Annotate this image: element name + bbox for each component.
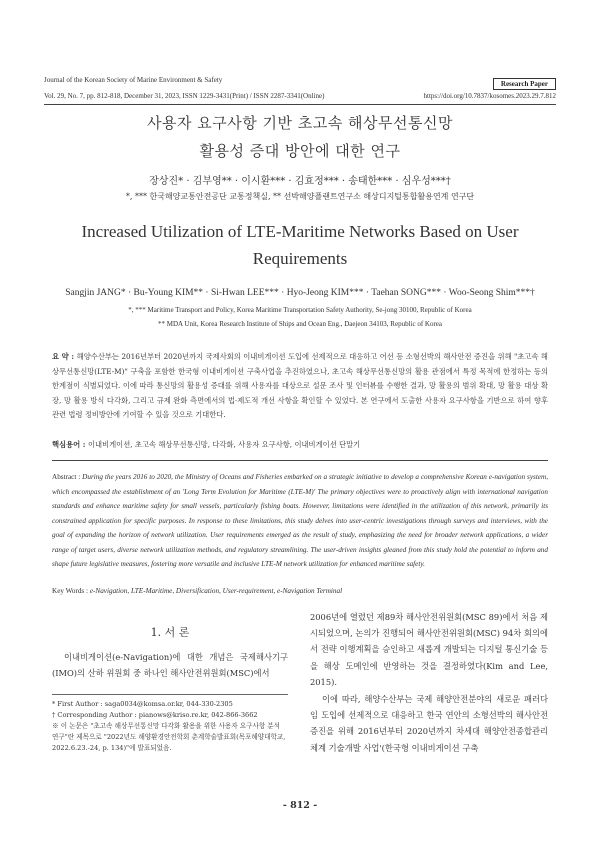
- korean-abstract: [52, 350, 548, 423]
- english-abstract: [52, 470, 548, 572]
- korean-title-line1: 사용자 요구사항 기반 초고속 해상무선통신망: [147, 114, 453, 132]
- english-title-line1: Increased Utilization of LTE-Maritime Networks Based on User: [81, 222, 519, 241]
- korean-keywords-text: 이내비게이션, 초고속 해상무선통신망, 다각화, 사용자 요구사항, 이내비게이션 단말기: [87, 440, 361, 449]
- english-affiliation-2: ** MDA Unit, Korea Research Institute of Ships and Ocean Eng., Daejeon 34103, Republic of Korea: [157, 320, 442, 328]
- abstract-divider: [52, 460, 548, 461]
- footnote-rule: [52, 694, 288, 695]
- intro-right-paragraph-2: 이에 따라, 해양수산부는 국제 해양안전분야의 새로운 패러다임 도입에 선제적으로 대응하고 한국 연안의 소형선박의 해사안전 증진을 위해 2016년부터 2020년까지 차세대 해양안전종합관리체계 기술개발 사업'(한국형 이내비게이션 구축: [310, 694, 548, 753]
- korean-title-line2: 활용성 증대 방안에 대한 연구: [199, 142, 401, 160]
- korean-keywords-label: 핵심용어 :: [52, 440, 88, 449]
- volume-info: Vol. 29, No. 7, pp. 812-818, December 31, 2023, ISSN 1229-3431(Print) / ISSN 2287-3341(Online): [44, 92, 325, 100]
- journal-name: Journal of the Korean Society of Marine Environment & Safety: [44, 76, 223, 84]
- article-type-badge: Research Paper: [493, 78, 556, 90]
- korean-affiliation: *, *** 한국해양교통안전공단 교통정책실, ** 선박해양플랜트연구소 해상디지털통합활용연계 연구단: [125, 192, 475, 201]
- english-title: [60, 218, 540, 272]
- english-keywords-label: Key Words :: [52, 587, 90, 595]
- intro-right-paragraph-1: 2006년에 열렸던 제89차 해사안전위원회(MSC 89)에서 처음 제시되었으며, 논의가 진행되어 해사안전위원회(MSC) 94차 회의에서 전략 이행계획을 승인하고 새롭게 개발되는 디지털 통신기술 등을 해상 도메인에 반영하는 것을 결정하였다(Kim and Lee, 2015).: [310, 612, 548, 687]
- page-number: - 812 -: [282, 800, 318, 811]
- english-abstract-label: Abstract :: [52, 473, 83, 481]
- korean-authors: 장상진* · 김부영** · 이시환*** · 김효정*** · 송태한*** · 심우성***†: [149, 176, 451, 187]
- footnote-first-author: * First Author : saga0034@komsa.or.kr, 044-330-2305: [52, 700, 233, 708]
- doi-link[interactable]: https://doi.org/10.7837/kosomes.2023.29.7.812: [423, 92, 556, 100]
- volume-line: [44, 92, 556, 100]
- english-keywords: [52, 587, 342, 595]
- english-keywords-text: e-Navigation, LTE-Maritime, Diversification, User-requirement, e-Navigation Terminal: [89, 587, 343, 595]
- english-authors: Sangjin JANG* · Bu-Young KIM** · Si-Hwan LEE*** · Hyo-Jeong KIM*** · Taehan SONG*** · Woo-Seong Shim***†: [65, 288, 535, 298]
- korean-abstract-text: 해양수산부는 2016년부터 2020년까지 국제사회의 이내비게이션 도입에 선제적으로 대응하고 어선 등 소형선박의 해사안전 증진을 위해 "초고속 해상무선통신망(LTE-M)" 구축을 포함한 한국형 이내비게이션 구축사업을 추진하였으나, 초고속 해상무선통신망의 활용 관점에서 특정 목적에 한정하는 등의 한계점이 식별되었다. 이에 따라 통신망의 활용성 증대를 위해 사용자를 대상으로 설문 조사 및 인터뷰를 수행한 결과, 망 활용의 범위 확대, 망 활용 대상 확장, 망 활용 방식 다각화, 그리고 규제 완화 측면에서의 법·제도적 개선 사항을 확인할 수 있었다. 본 연구에서 도출한 사용자 요구사항을 기반으로 하여 향후 관련 법령 정비방안에 기여할 수 있을 것으로 기대한다.: [52, 352, 548, 419]
- footnote-corresponding-author: † Corresponding Author : pianows@kriso.re.kr, 042-866-3662: [52, 711, 258, 719]
- korean-keywords: [52, 440, 360, 450]
- footnote-presentation-note: ※ 이 논문은 "초고속 해상무선통신망 다각화 활용을 위한 사용자 요구사항 분석 연구"란 제목으로 "2022년도 해양환경안전학회 춘계학술발표회(목포해양대학교, 2022.6.23.-24, p. 134)"에 발표되었음.: [52, 722, 286, 752]
- english-affiliation-1: *, *** Maritime Transport and Policy, Korea Maritime Transportation Safety Authority, Se-jong 30100, Republic of Korea: [128, 306, 472, 314]
- english-title-line2: Requirements: [252, 249, 348, 268]
- header-rule: [44, 104, 556, 105]
- korean-abstract-label: 요 약 :: [52, 352, 77, 361]
- section-heading: 1. 서 론: [150, 626, 190, 639]
- english-abstract-text: During the years 2016 to 2020, the Ministry of Oceans and Fisheries embarked on a strategic initiative to develop a comprehensive Korean e-navigation system, which encompassed the establishment of an 'Long Term Evolution for Maritime (LTE-M)' The primary objectives were to proactively align with international navigation standards and enhance maritime safety for small vessels, particularly fishing boats. However, limitations were identified in the utilization of this network, primarily its constrained application for specific purposes. In response to these limitations, this study delves into user-centric investigations through surveys and interviews, with the goal of expanding the horizon of network utilization. User requirements emerged as the result of study, emphasizing the need for broader network applications, a wider range of target users, diverse network utilization methods, and regulatory streamlining. The user-driven insights gleaned from this study hold the potential to inform and shape future legislative measures, fostering more versatile and inclusive LTE-M network utilization for enhanced maritime safety.: [52, 473, 548, 568]
- intro-left-paragraph: 이내비게이션(e-Navigation)에 대한 개념은 국제해사기구(IMO)의 산하 위원회 중 하나인 해사안전위원회(MSC)에서: [52, 652, 288, 679]
